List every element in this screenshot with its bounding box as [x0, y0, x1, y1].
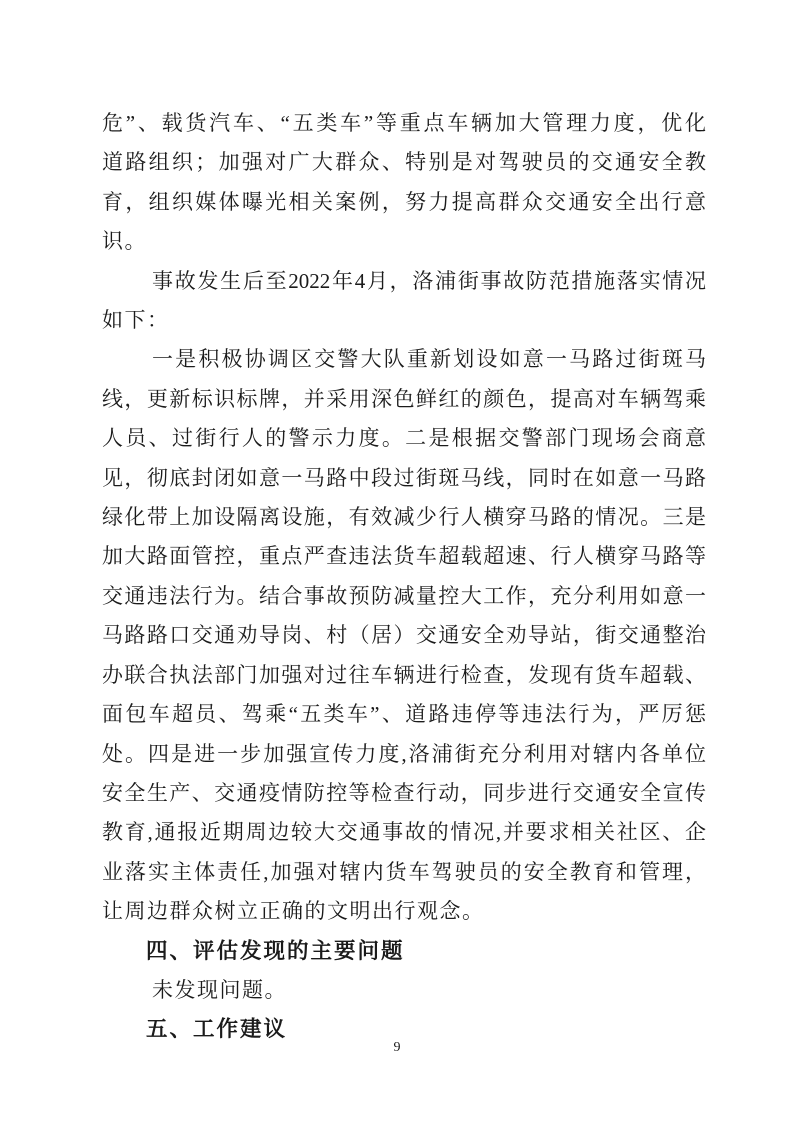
text-line: 处。四是进一步加强宣传力度,洛浦街充分利用对辖内各单位	[102, 741, 706, 766]
text-line: 业落实主体责任,加强对辖内货车驾驶员的安全教育和管理，	[102, 859, 706, 884]
text-line: 危”、载货汽车、“五类车”等重点车辆加大管理力度，优化	[102, 111, 706, 135]
text-line: 让周边群众树立正确的文明出行观念。	[102, 899, 485, 924]
text-line: 事故发生后至2022年4月，洛浦街事故防范措施落实情况	[152, 268, 706, 293]
text-line: 线，更新标识标牌，并采用深色鲜红的颜色，提高对车辆驾乘	[102, 386, 706, 411]
text-line: 办联合执法部门加强对过往车辆进行检查，发现有货车超载、	[102, 662, 706, 687]
text-line: 绿化带上加设隔离设施，有效减少行人横穿马路的情况。三是	[102, 505, 706, 530]
text-line: 一是积极协调区交警大队重新划设如意一马路过街斑马	[152, 347, 706, 372]
text-line: 见，彻底封闭如意一马路中段过街斑马线，同时在如意一马路	[102, 465, 706, 490]
text-line: 交通违法行为。结合事故预防减量控大工作，充分利用如意一	[102, 583, 706, 608]
text-line: 安全生产、交通疫情防控等检查行动，同步进行交通安全宣传	[102, 780, 706, 805]
text-line: 如下：	[102, 308, 170, 333]
text-line: 育，组织媒体曝光相关案例，努力提高群众交通安全出行意	[102, 189, 706, 214]
text-line: 马路路口交通劝导岗、村（居）交通安全劝导站，街交通整治	[102, 623, 706, 648]
page-number: 9	[393, 1040, 401, 1055]
text-line: 识。	[102, 229, 147, 254]
text-line: 未发现问题。	[152, 977, 287, 1002]
section-heading: 四、评估发现的主要问题	[146, 938, 405, 963]
text-line: 面包车超员、驾乘“五类车”、道路违停等违法行为，严厉惩	[102, 702, 706, 727]
text-line: 道路组织；加强对广大群众、特别是对驾驶员的交通安全教	[102, 150, 706, 175]
text-line: 人员、过街行人的警示力度。二是根据交警部门现场会商意	[102, 426, 706, 451]
section-heading: 五、工作建议	[146, 1017, 288, 1042]
document-body	[102, 104, 706, 1050]
text-line: 加大路面管控，重点严查违法货车超载超速、行人横穿马路等	[102, 544, 706, 569]
text-line: 教育,通报近期周边较大交通事故的情况,并要求相关社区、企	[102, 820, 706, 845]
